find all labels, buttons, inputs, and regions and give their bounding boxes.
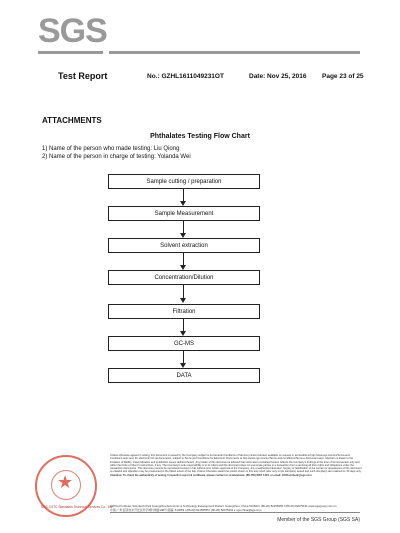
flow-step-filtration: Filtration <box>108 304 260 319</box>
flow-step-sample-cutting: Sample cutting / preparation <box>108 174 260 189</box>
flow-step-sample-measurement: Sample Measurement <box>108 206 260 221</box>
sgs-group-membership: Member of the SGS Group (SGS SA) <box>277 517 360 523</box>
stamp-company-name: SGS-CSTC Standards Technical Services Co., Ltd. <box>41 505 114 509</box>
person-testing: 1) Name of the person who made testing: Liu Qiong <box>42 146 180 152</box>
report-number: No.: GZHL1611049231OT <box>147 73 224 80</box>
logo-underline-gap <box>103 50 109 55</box>
flow-arrow-line <box>183 285 184 299</box>
address-chinese: 中国·广州·经济技术开发区科学城科珠路198号 邮编: 510663 t (86-20) 82155555 f (86-20) 82075191 e sgs.china@sgs.com <box>110 508 262 512</box>
report-date: Date: Nov 25, 2016 <box>249 73 307 80</box>
authenticity-notice: Attention: To check the authenticity of testing / inspection report & certificate, please contact us at telephone: (86-755) 8307 1443, or email: CN.Doccheck@sgs.com <box>110 473 312 477</box>
flow-step-data: DATA <box>108 368 260 383</box>
flow-step-gc-ms: GC-MS <box>108 336 260 351</box>
flow-step-solvent-extraction: Solvent extraction <box>108 238 260 253</box>
logo-underline <box>38 51 360 54</box>
section-heading: ATTACHMENTS <box>42 116 102 125</box>
flow-arrow-head <box>180 298 186 303</box>
flow-chart-title: Phthalates Testing Flow Chart <box>150 133 250 140</box>
address-english: 198 Kezhu Road, Scientech Park Guangzhou Economic & Technology Development District, Guangzhou, China 510663 t (86-20) 82155555 f (86-20) 82075191 www.sgsgroup.com.cn <box>110 504 337 508</box>
report-title: Test Report <box>58 71 108 81</box>
star-icon: ★ <box>57 472 74 492</box>
logo-text: SGS <box>38 12 107 50</box>
person-in-charge: 2) Name of the person in charge of testing: Yolanda Wei <box>42 154 191 160</box>
footer-divider <box>110 512 360 513</box>
disclaimer-text: Unless otherwise agreed in writing, this document is issued by the Company subject to its General Conditions of Service printed overleaf, available on request or accessible at http://www.sgs.com/en/Terms-and-Conditions.aspx and, for electronic format documents, subject to Terms and Conditions for Electronic Documents at http://www.sgs.com/en/Terms-and-Conditions/Terms-e-Document.aspx. Attention is drawn to the limitation of liability, indemnification and jurisdiction issues defined therein. Any holder of this document is advised that information contained hereon reflects the Company's findings at the time of its intervention only and within the limits of Client's instructions, if any. The Company's sole responsibility is to its Client and this document does not exonerate parties to a transaction from exercising all their rights and obligations under the transaction documents. This document cannot be reproduced except in full, without prior written approval of the Company. Any unauthorized alteration, forgery or falsification of the content or appearance of this document is unlawful and offenders may be prosecuted to the fullest extent of the law. Unless otherwise stated the results shown in this test report refer only to the sample(s) tested and such sample(s) are retained for 30 days only. <box>110 454 362 474</box>
legal-disclaimer <box>110 454 362 477</box>
page-number: Page 23 of 25 <box>322 73 364 80</box>
flow-step-concentration: Concentration/Dilution <box>108 270 260 285</box>
